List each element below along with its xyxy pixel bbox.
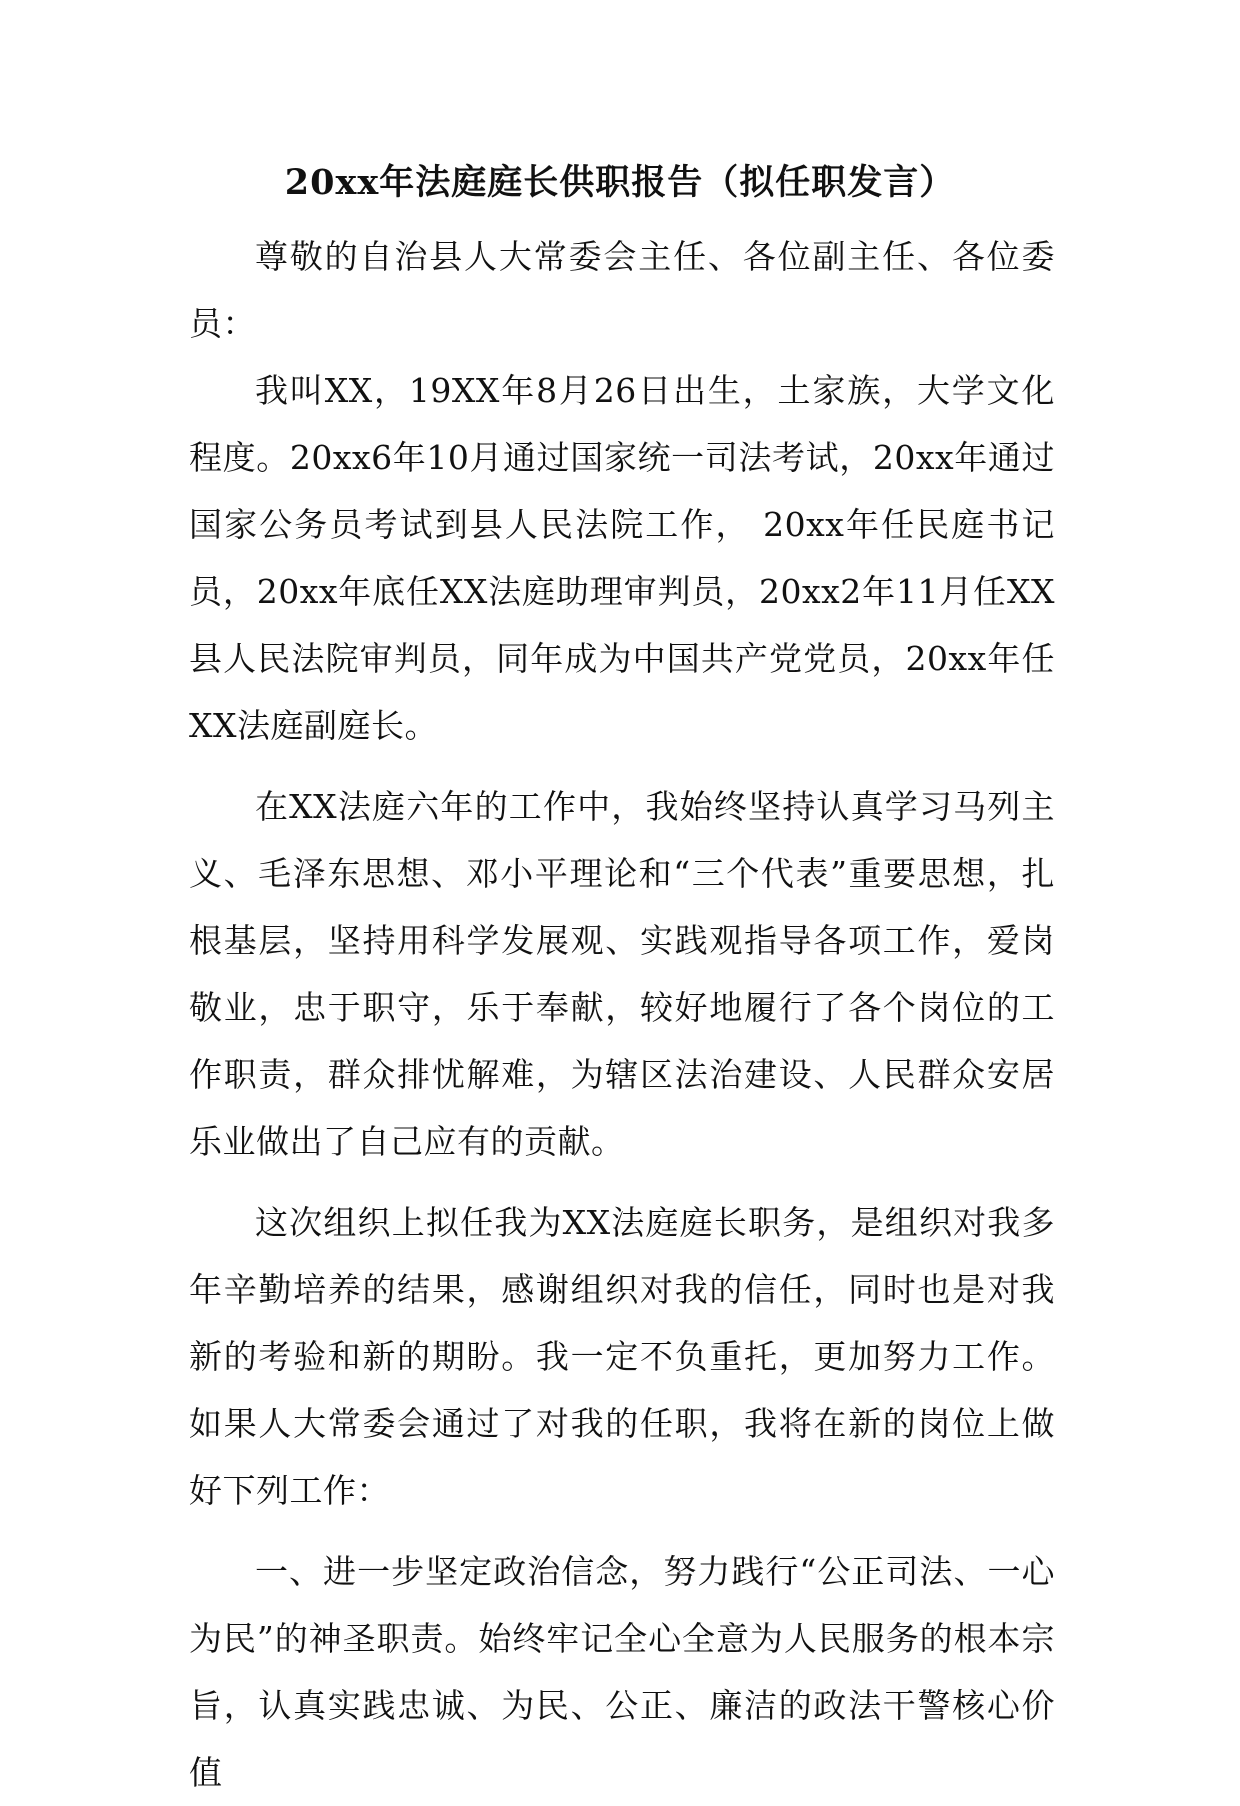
- salutation-line: 尊敬的自治县人大常委会主任、各位副主任、各位委员：: [189, 237, 1055, 343]
- paragraph-personal-background: 我叫XX，19XX年8月26日出生，土家族，大学文化程度。20xx6年10月通过国家统一司法考试，20xx年通过国家公务员考试到县人民法院工作， 20xx年任民庭书记员，20xx年底任XX法庭助理审判员，20xx2年11月任XX县人民法院审判员，同年成为中国共产党党员，20xx年任XX法庭副庭长。: [189, 371, 1055, 745]
- paragraph-appointment: 这次组织上拟任我为XX法庭庭长职务，是组织对我多年辛勤培养的结果，感谢组织对我的信任，同时也是对我新的考验和新的期盼。我一定不负重托，更加努力工作。如果人大常委会通过了对我的任职，我将在新的岗位上做好下列工作：: [189, 1203, 1055, 1510]
- paragraph-work-review: 在XX法庭六年的工作中，我始终坚持认真学习马列主义、毛泽东思想、邓小平理论和“三个代表”重要思想，扎根基层，坚持用科学发展观、实践观指导各项工作，爱岗敬业，忠于职守，乐于奉献，较好地履行了各个岗位的工作职责，群众排忧解难，为辖区法治建设、人民群众安居乐业做出了自己应有的贡献。: [189, 787, 1055, 1161]
- document-body: [189, 223, 1055, 1806]
- paragraph-point-one: 一、进一步坚定政治信念，努力践行“公正司法、一心为民”的神圣职责。始终牢记全心全意为人民服务的根本宗旨，认真实践忠诚、为民、公正、廉洁的政法干警核心价值: [189, 1552, 1055, 1792]
- document-title: 20xx年法庭庭长供职报告（拟任职发言）: [284, 162, 956, 203]
